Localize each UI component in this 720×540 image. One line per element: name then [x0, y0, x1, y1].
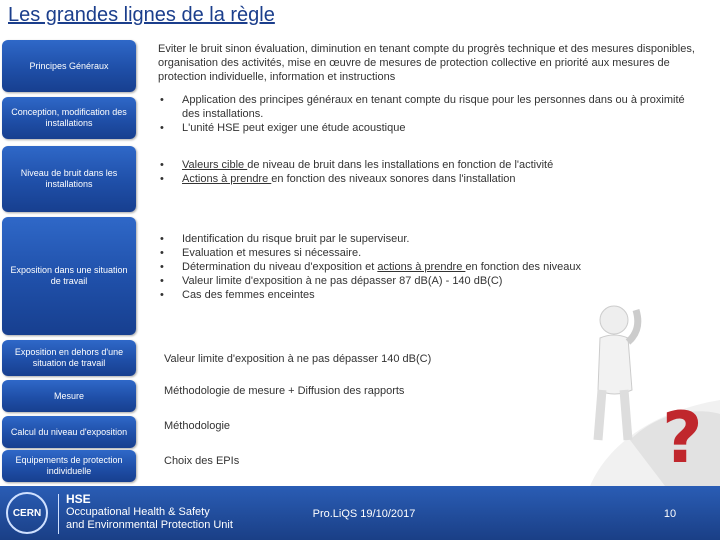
category-label: Equipements de protection individuelle: [15, 455, 123, 476]
category-box-conception: [2, 97, 136, 139]
person-with-question-mark-icon: [570, 290, 720, 486]
category-box-epi: [2, 450, 136, 482]
bullet-item: • Valeur limite d'exposition à ne pas dépasser 87 dB(A) - 140 dB(C): [158, 274, 638, 288]
row-bullets-exposition-travail: [158, 232, 638, 302]
org-line: Occupational Health & Safety: [66, 506, 210, 518]
bullet-item: • L'unité HSE peut exiger une étude acoustique: [158, 121, 698, 135]
bullet-item: [158, 172, 698, 186]
cern-logo: CERN: [6, 492, 48, 534]
event-label: Pro.LiQS 19/10/2017: [312, 508, 416, 520]
bullet-text: de niveau de bruit dans les installations en fonction de l'activité: [247, 159, 554, 171]
category-label: Exposition en dehors d'une situation de travail: [14, 347, 124, 368]
bullet-item: • Evaluation et mesures si nécessaire.: [158, 246, 638, 260]
bullet-text: Détermination du niveau d'exposition et: [182, 261, 378, 273]
page-title: Les grandes lignes de la règle: [8, 4, 275, 26]
org-line: and Environmental Protection Unit: [66, 519, 233, 531]
row-bullets-conception: [158, 93, 698, 135]
bullet-text: en fonction des niveaux sonores dans l'installation: [271, 173, 516, 185]
logo-divider: [58, 494, 59, 534]
category-box-calcul-exposition: [2, 416, 136, 448]
bullet-item: • Application des principes généraux en tenant compte du risque pour les personnes dans ou à proximité des installations.: [158, 93, 698, 121]
category-label: Niveau de bruit dans les installations: [20, 168, 118, 189]
row-text-calcul-exposition: Méthodologie: [164, 420, 231, 432]
svg-text:?: ?: [662, 397, 703, 479]
row-bullets-niveau-bruit: [158, 158, 698, 186]
bullet-item: [158, 260, 638, 274]
category-label: Principes Généraux: [29, 60, 109, 71]
hse-label: HSE: [66, 492, 91, 506]
row-text-principes: Eviter le bruit sinon évaluation, diminution en tenant compte du progrès technique et des mesures disponibles, organisation des activités, mise en œuvre de mesures de protection collective en priorité aux mesures de protection individuelle, information et instructions: [158, 43, 695, 83]
bullet-item: • Cas des femmes enceintes: [158, 288, 638, 302]
category-box-principes: [2, 40, 136, 92]
category-box-mesure: [2, 380, 136, 412]
row-text-exposition-hors-travail: Valeur limite d'exposition à ne pas dépasser 140 dB(C): [164, 353, 432, 365]
hse-unit-name: [66, 493, 233, 532]
row-text-epi: Choix des EPIs: [164, 455, 240, 467]
bullet-text: en fonction des niveaux: [465, 261, 581, 273]
category-label: Exposition dans une situation de travail: [10, 265, 128, 286]
footer-bar: [0, 486, 720, 540]
valeurs-cible-link[interactable]: Valeurs cible: [182, 159, 248, 171]
actions-a-prendre-link[interactable]: Actions à prendre: [182, 173, 272, 185]
bullet-item: • Identification du risque bruit par le superviseur.: [158, 232, 638, 246]
bullet-item: [158, 158, 698, 172]
actions-a-prendre-link[interactable]: actions à prendre: [377, 261, 466, 273]
category-label: Conception, modification des installations: [11, 107, 127, 128]
row-text-mesure: Méthodologie de mesure + Diffusion des rapports: [164, 385, 405, 397]
category-label: Calcul du niveau d'exposition: [10, 426, 128, 437]
category-box-exposition-travail: [2, 217, 136, 335]
category-box-exposition-hors-travail: [2, 340, 136, 376]
page-number: 10: [663, 508, 677, 520]
category-box-niveau-bruit: [2, 146, 136, 212]
category-label: Mesure: [53, 390, 84, 401]
